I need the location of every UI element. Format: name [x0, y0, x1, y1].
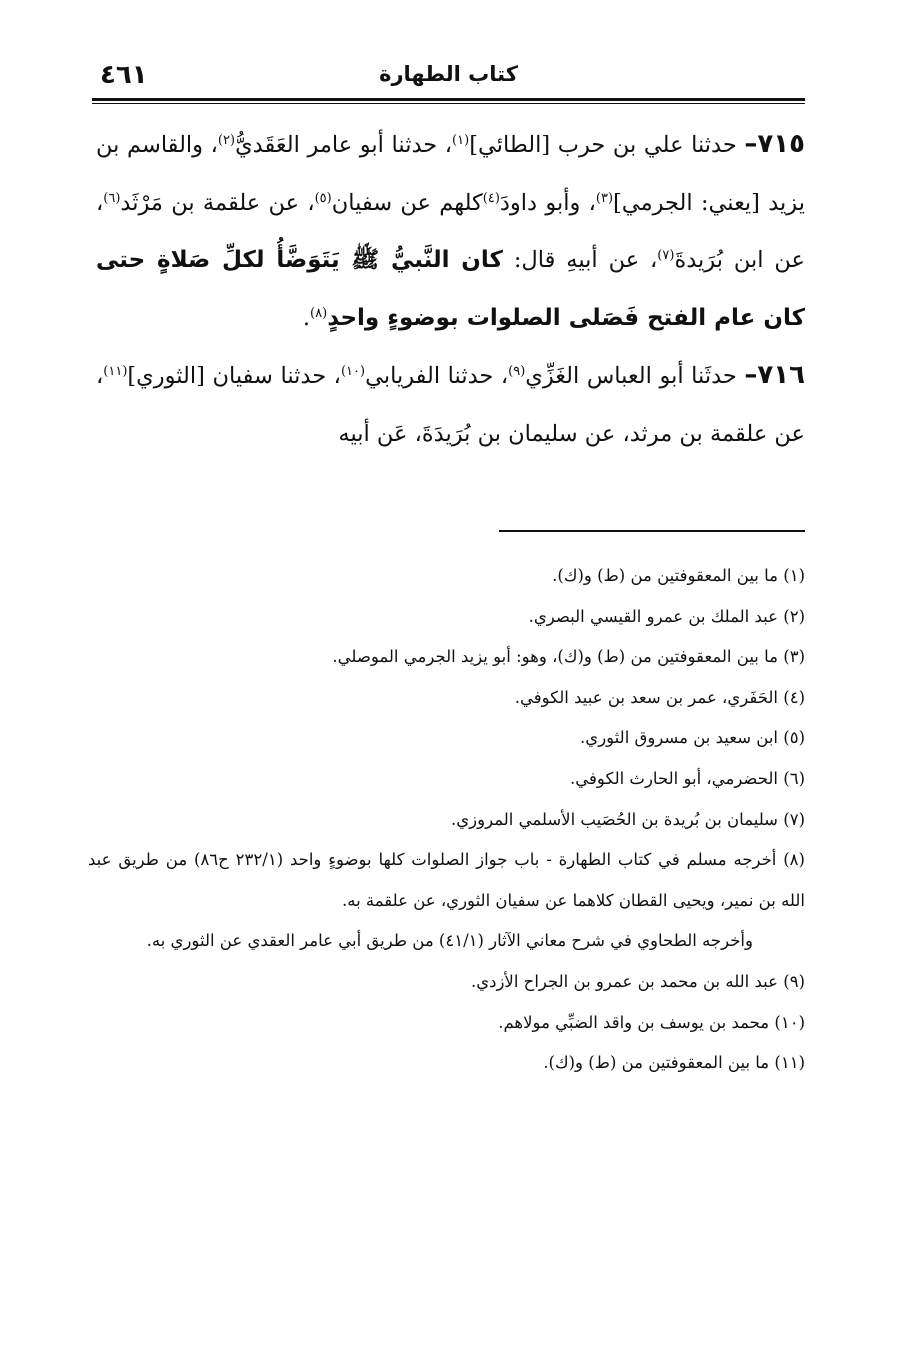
footnote-ref: (٥) [314, 190, 332, 206]
footnote-3: (٣) ما بين المعقوفتين من (ط) و(ك)، وهو: أبو يزيد الجرمي الموصلي. [332, 647, 805, 667]
footnote-ref: (٩) [508, 364, 526, 379]
narration-text: ، حدثنا الفريابي [365, 363, 509, 389]
footnote-ref: (٨) [310, 305, 328, 321]
main-text [96, 116, 805, 463]
page-header [92, 56, 805, 96]
hadith-715 [96, 116, 805, 347]
narration-text: ، عن علقمة بن مرثد، عن سليمان بن بُرَيدَةَ، عَن أبيه [96, 363, 805, 447]
footnote-ref: (٢) [217, 133, 236, 148]
narration-text: حدثَنا أبو العباس الغَزِّي [525, 363, 745, 389]
narration-text: حدثنا علي بن حرب [الطائي] [469, 132, 745, 158]
footnote-8-continuation: وأخرجه الطحاوي في شرح معاني الآثار (٤١/١) من طريق أبي عامر العقدي عن الثوري به. [146, 931, 753, 951]
footnote-6: (٦) الحضرمي، أبو الحارث الكوفي. [570, 768, 805, 788]
footnote-11: (١١) ما بين المعقوفتين من (ط) و(ك). [543, 1053, 805, 1073]
narration-text: ، حدثنا أبو عامر العَقَديُّ [235, 132, 453, 158]
footnote-ref: (٤) [482, 190, 500, 206]
hadith-716 [96, 347, 805, 463]
narration-text: ، والقاسم بن يزيد [يعني: الجرمي] [96, 132, 805, 216]
footnotes [88, 556, 805, 1084]
narration-text: ، عن علقمة بن مَرْثَد [120, 189, 315, 216]
footnote-ref: (١) [452, 133, 470, 148]
narration-text: ، حدثنا سفيان [الثوري] [127, 363, 341, 389]
header-rule [92, 98, 805, 104]
page-number: ٤٦١ [100, 60, 148, 90]
footnote-7: (٧) سليمان بن بُريدة بن الحُصَيب الأسلمي المروزي. [451, 809, 805, 829]
hadith-number: ٧١٦– [744, 360, 805, 390]
narration-text: ، وأبو داودَ [499, 189, 596, 216]
footnote-9: (٩) عبد الله بن محمد بن عمرو بن الجراح الأزدي. [470, 971, 805, 991]
narration-text: ، عن ابن بُرَيدةَ [96, 189, 805, 273]
hadith-matn: كان النَّبيُّ ﷺ يَتَوَضَّأُ لكلِّ صَلاةٍ حتى كان عام الفتح فَصَلى الصلوات بوضوءٍ واحدٍ [96, 247, 805, 331]
footnote-5: (٥) ابن سعيد بن مسروق الثوري. [580, 728, 805, 748]
hadith-number: ٧١٥– [744, 129, 805, 159]
footnote-8: (٨) أخرجه مسلم في كتاب الطهارة - باب جواز الصلوات كلها بوضوءٍ واحد (٢٣٢/١ ح٨٦) من طريق عبد الله بن نمير، ويحيى القطان كلاهما عن سفيان الثوري، عن علقمة به. [88, 850, 805, 910]
footnote-ref: (٦) [103, 190, 121, 206]
footnote-ref: (٣) [595, 190, 614, 206]
footnote-ref: (٧) [657, 248, 675, 263]
footnote-ref: (١٠) [340, 364, 366, 379]
narration-text: ، عن أبيهِ قال: [502, 247, 658, 273]
footnote-1: (١) ما بين المعقوفتين من (ط) و(ك). [552, 566, 805, 585]
footnote-4: (٤) الحَفَري، عمر بن سعد بن عبيد الكوفي. [514, 687, 805, 707]
footnote-10: (١٠) محمد بن يوسف بن واقد الضبِّي مولاهم. [498, 1012, 805, 1032]
footnote-2: (٢) عبد الملك بن عمرو القيسي البصري. [528, 606, 805, 626]
running-title: كتاب الطهارة [379, 62, 518, 86]
footnote-ref: (١١) [103, 364, 128, 379]
footnote-separator [499, 530, 805, 532]
narration-text: كلهم عن سفيان [331, 189, 483, 216]
punctuation: . [302, 304, 311, 331]
